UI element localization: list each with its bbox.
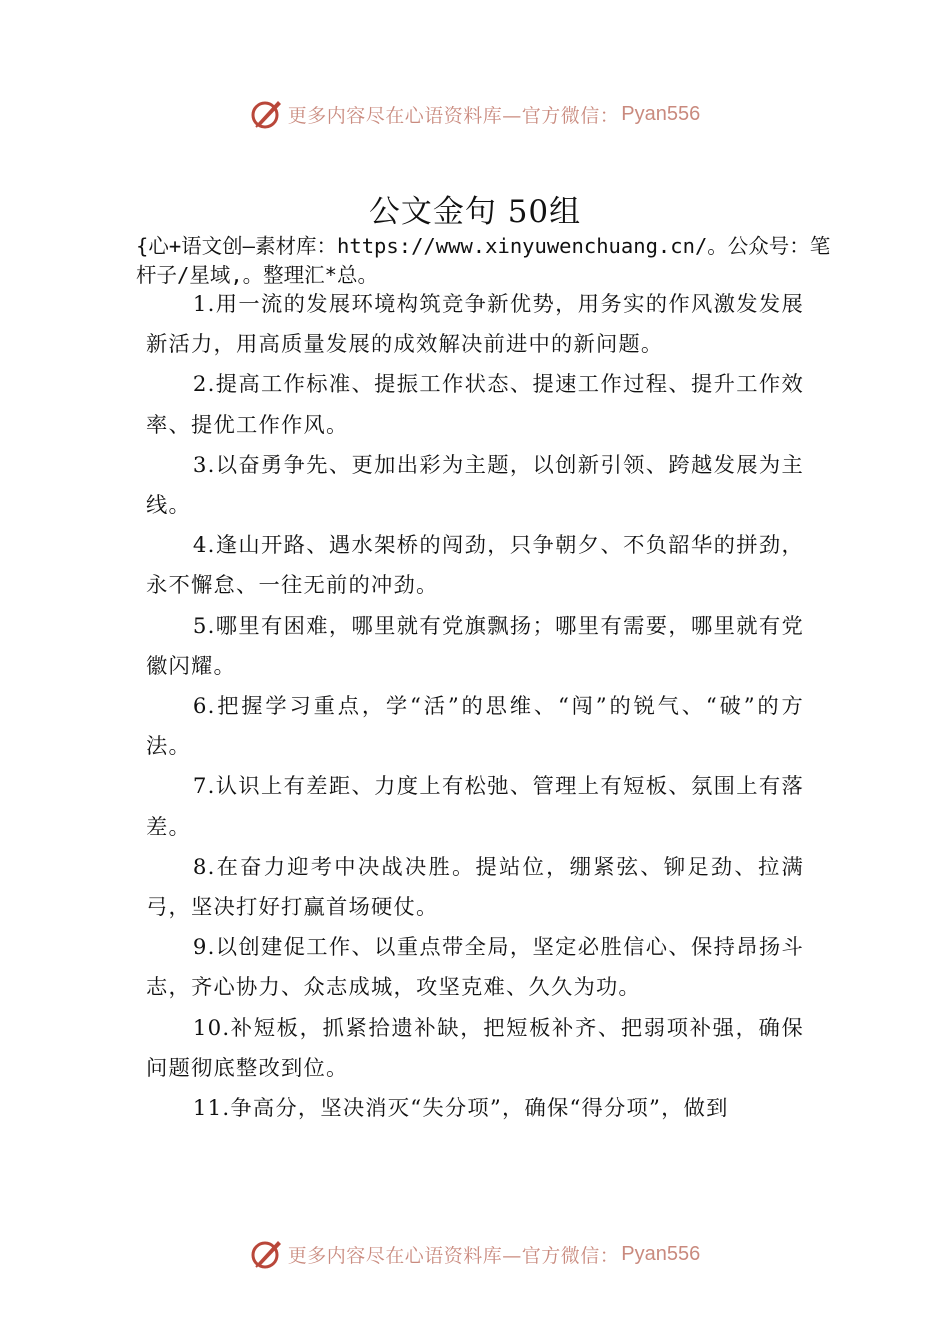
footer-banner bbox=[0, 1234, 950, 1274]
quote-item: 1.用一流的发展环境构筑竞争新优势，用务实的作风激发发展新活力，用高质量发展的成效解决前进中的新问题。 bbox=[146, 292, 804, 358]
quote-item: 7.认识上有差距、力度上有松弛、管理上有短板、氛围上有落差。 bbox=[146, 774, 804, 840]
quote-item: 4.逢山开路、遇水架桥的闯劲，只争朝夕、不负韶华的拼劲，永不懈怠、一往无前的冲劲。 bbox=[146, 533, 804, 599]
quote-item: 9.以创建促工作、以重点带全局，坚定必胜信心、保持昂扬斗志，齐心协力、众志成城，攻坚克难、久久为功。 bbox=[146, 935, 804, 1001]
header-banner bbox=[0, 94, 950, 134]
source-note: {心+语文创—素材库：https://www.xinyuwenchuang.cn/。公众号：笔杆子/星域,。整理汇*总。 bbox=[136, 234, 831, 287]
quill-logo-icon bbox=[250, 1237, 284, 1271]
quote-item: 10.补短板，抓紧拾遗补缺，把短板补齐、把弱项补强，确保问题彻底整改到位。 bbox=[146, 1015, 804, 1081]
document-title: 公文金句 50组 bbox=[368, 194, 582, 230]
quote-item: 3.以奋勇争先、更加出彩为主题，以创新引领、跨越发展为主线。 bbox=[146, 452, 804, 519]
quote-item: 2.提高工作标准、提振工作状态、提速工作过程、提升工作效率、提优工作作风。 bbox=[146, 372, 804, 438]
quote-item: 6.把握学习重点，学“活”的思维、“闯”的锐气、“破”的方法。 bbox=[146, 694, 804, 760]
banner-text: 更多内容尽在心语资料库—官方微信： bbox=[287, 104, 620, 127]
banner-wechat-id: Pyan556 bbox=[621, 102, 701, 125]
quill-logo-icon bbox=[250, 97, 284, 131]
quote-item: 5.哪里有困难，哪里就有党旗飘扬；哪里有需要，哪里就有党徽闪耀。 bbox=[146, 613, 804, 679]
quote-item: 8.在奋力迎考中决战决胜。提站位，绷紧弦、铆足劲、拉满弓，坚决打好打赢首场硬仗。 bbox=[146, 854, 804, 921]
banner-text: 更多内容尽在心语资料库—官方微信： bbox=[287, 1244, 620, 1267]
quote-list bbox=[146, 285, 804, 1129]
banner-wechat-id: Pyan556 bbox=[621, 1242, 701, 1265]
quote-item: 11.争高分，坚决消灭“失分项”，确保“得分项”，做到 bbox=[192, 1096, 729, 1122]
